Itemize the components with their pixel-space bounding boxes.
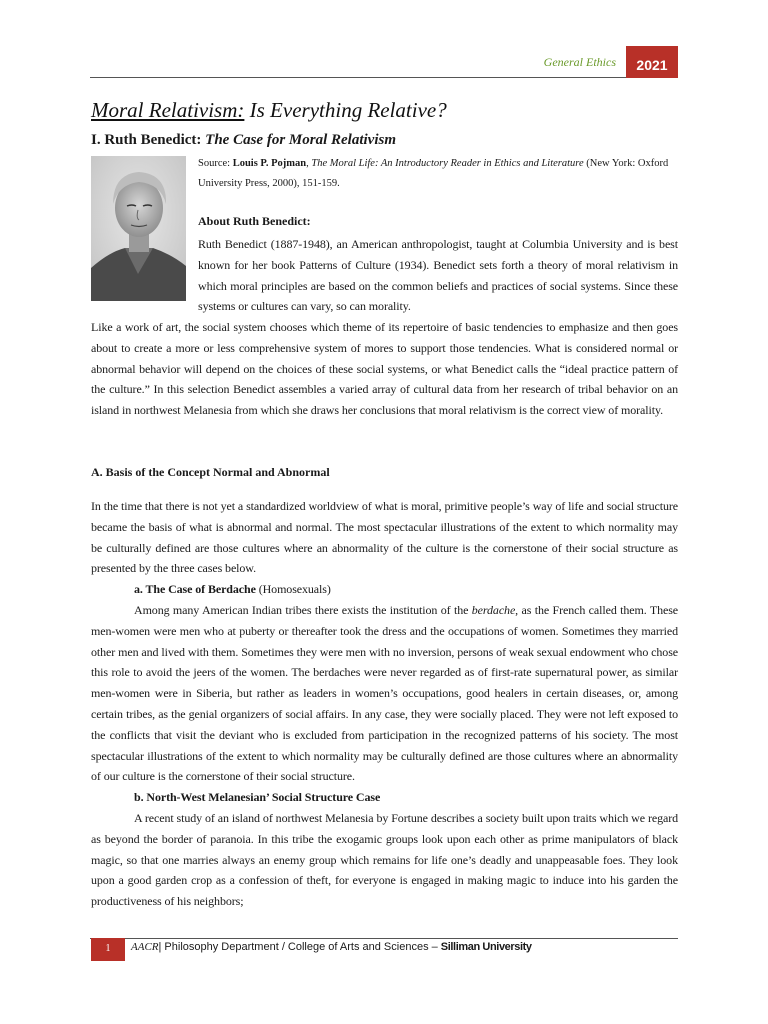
section-prefix: I. Ruth Benedict:	[91, 132, 206, 148]
case-a-text-after: , as the French called them. These men-women were men who at puberty or thereafter took the dress and the occupations of women. Sometimes they married other men and lived with them. Sometimes they were men with no inversion, persons of weak sexual endowment who chose this role to avoid the jeers of the women. The berdaches were never regarded as of first-rate supernatural power, as similar men-women were in Siberia, but rather as leaders in women’s occupations, good healers in certain diseases, or, among certain tribes, as the genial organizers of social affairs. In any case, they were socially placed. They were not left exposed to the conflicts that visit the deviant who is excluded from participation in the recognized patterns of his society. The most spectacular illustrations of the extent to which normality may be culturally defined are those cultures where an abnormality of our culture is the cornerstone of their social structure.	[91, 602, 679, 784]
section-a-intro: In the time that there is not yet a standardized worldview of what is moral, primitive people’s way of life and social structure became the basis of what is abnormal and normal. The most spectacular illustrations of the extent to which normality may be culturally defined are those cultures where an abnormality of the culture is the cornerstone of their social structure as presented by the three cases below.	[91, 499, 678, 576]
case-a-heading	[91, 579, 678, 600]
source-label: Source:	[198, 158, 233, 169]
page-title	[91, 98, 447, 123]
title-main: Moral Relativism:	[91, 98, 245, 122]
footer-initials: AACR	[131, 941, 159, 953]
section-name: The Case for Moral Relativism	[205, 132, 397, 148]
header-rule	[90, 77, 678, 78]
case-a-title: a. The Case of Berdache	[134, 582, 256, 597]
source-book: The Moral Life: An Introductory Reader in Ethics and Literature	[311, 158, 584, 169]
case-a-paragraph	[91, 600, 678, 787]
source-citation	[198, 154, 678, 194]
footer-separator: |	[158, 941, 165, 953]
header-course-title: General Ethics	[543, 55, 616, 69]
section-a-heading: A. Basis of the Concept Normal and Abnormal	[91, 465, 330, 479]
title-sub: Is Everything Relative?	[244, 98, 447, 122]
case-a-text-before: Among many American Indian tribes there exists the institution of the	[134, 602, 472, 617]
source-publication: (New York: Oxford University Press, 2000), 151-159.	[198, 158, 669, 189]
section-a-body	[91, 496, 678, 912]
case-a-note: (Homosexuals)	[255, 582, 331, 597]
header-year-badge: 2021	[626, 46, 678, 78]
about-heading: About Ruth Benedict:	[198, 214, 311, 228]
case-b-title: b. North-West Melanesian’ Social Structure Case	[134, 790, 381, 805]
section-heading	[91, 132, 396, 149]
ruth-benedict-portrait	[91, 156, 186, 301]
about-paragraph-inset: Ruth Benedict (1887-1948), an American anthropologist, taught at Columbia University and is best known for her book Patterns of Culture (1934). Benedict sets forth a theory of moral relativism in which moral principles are based on the common beliefs and practices of social systems. Since these systems or cultures can vary, so can morality.	[198, 237, 678, 314]
footer-rule	[90, 938, 678, 939]
source-author: Louis P. Pojman	[232, 158, 307, 169]
page-number: 1	[91, 938, 125, 961]
about-paragraph: Like a work of art, the social system chooses which theme of its repertoire of basic tendencies to emphasize and then goes about to create a more or less comprehensive system of mores to support those tendencies. What is considered normal or abnormal behavior will depend on the choices of these social systems, or what Benedict calls the “ideal practice pattern of the culture.” In this selection Benedict assembles a varied array of cultural data from her research of tribal behavior on an island in northwest Melanesia from which she draws her conclusions that moral relativism is the correct view of morality.	[91, 320, 678, 418]
case-b-paragraph: A recent study of an island of northwest Melanesia by Fortune describes a society built upon traits which we regard as beyond the border of paranoia. In this tribe the exogamic groups look upon each other as prime manipulators of black magic, so that one marries always an enemy group which remains for life one’s deadly and unappeasable foes. They look upon a good garden crop as a confession of theft, for everyone is engaged in making magic to induce into his garden the productiveness of his neighbors;	[91, 810, 678, 909]
footer-university: Silliman University	[440, 941, 532, 953]
footer-department: Philosophy Department / College of Arts and Sciences –	[164, 941, 441, 953]
footer-text	[131, 941, 532, 953]
case-a-term: berdache	[471, 602, 516, 617]
source-comma: ,	[306, 158, 312, 169]
